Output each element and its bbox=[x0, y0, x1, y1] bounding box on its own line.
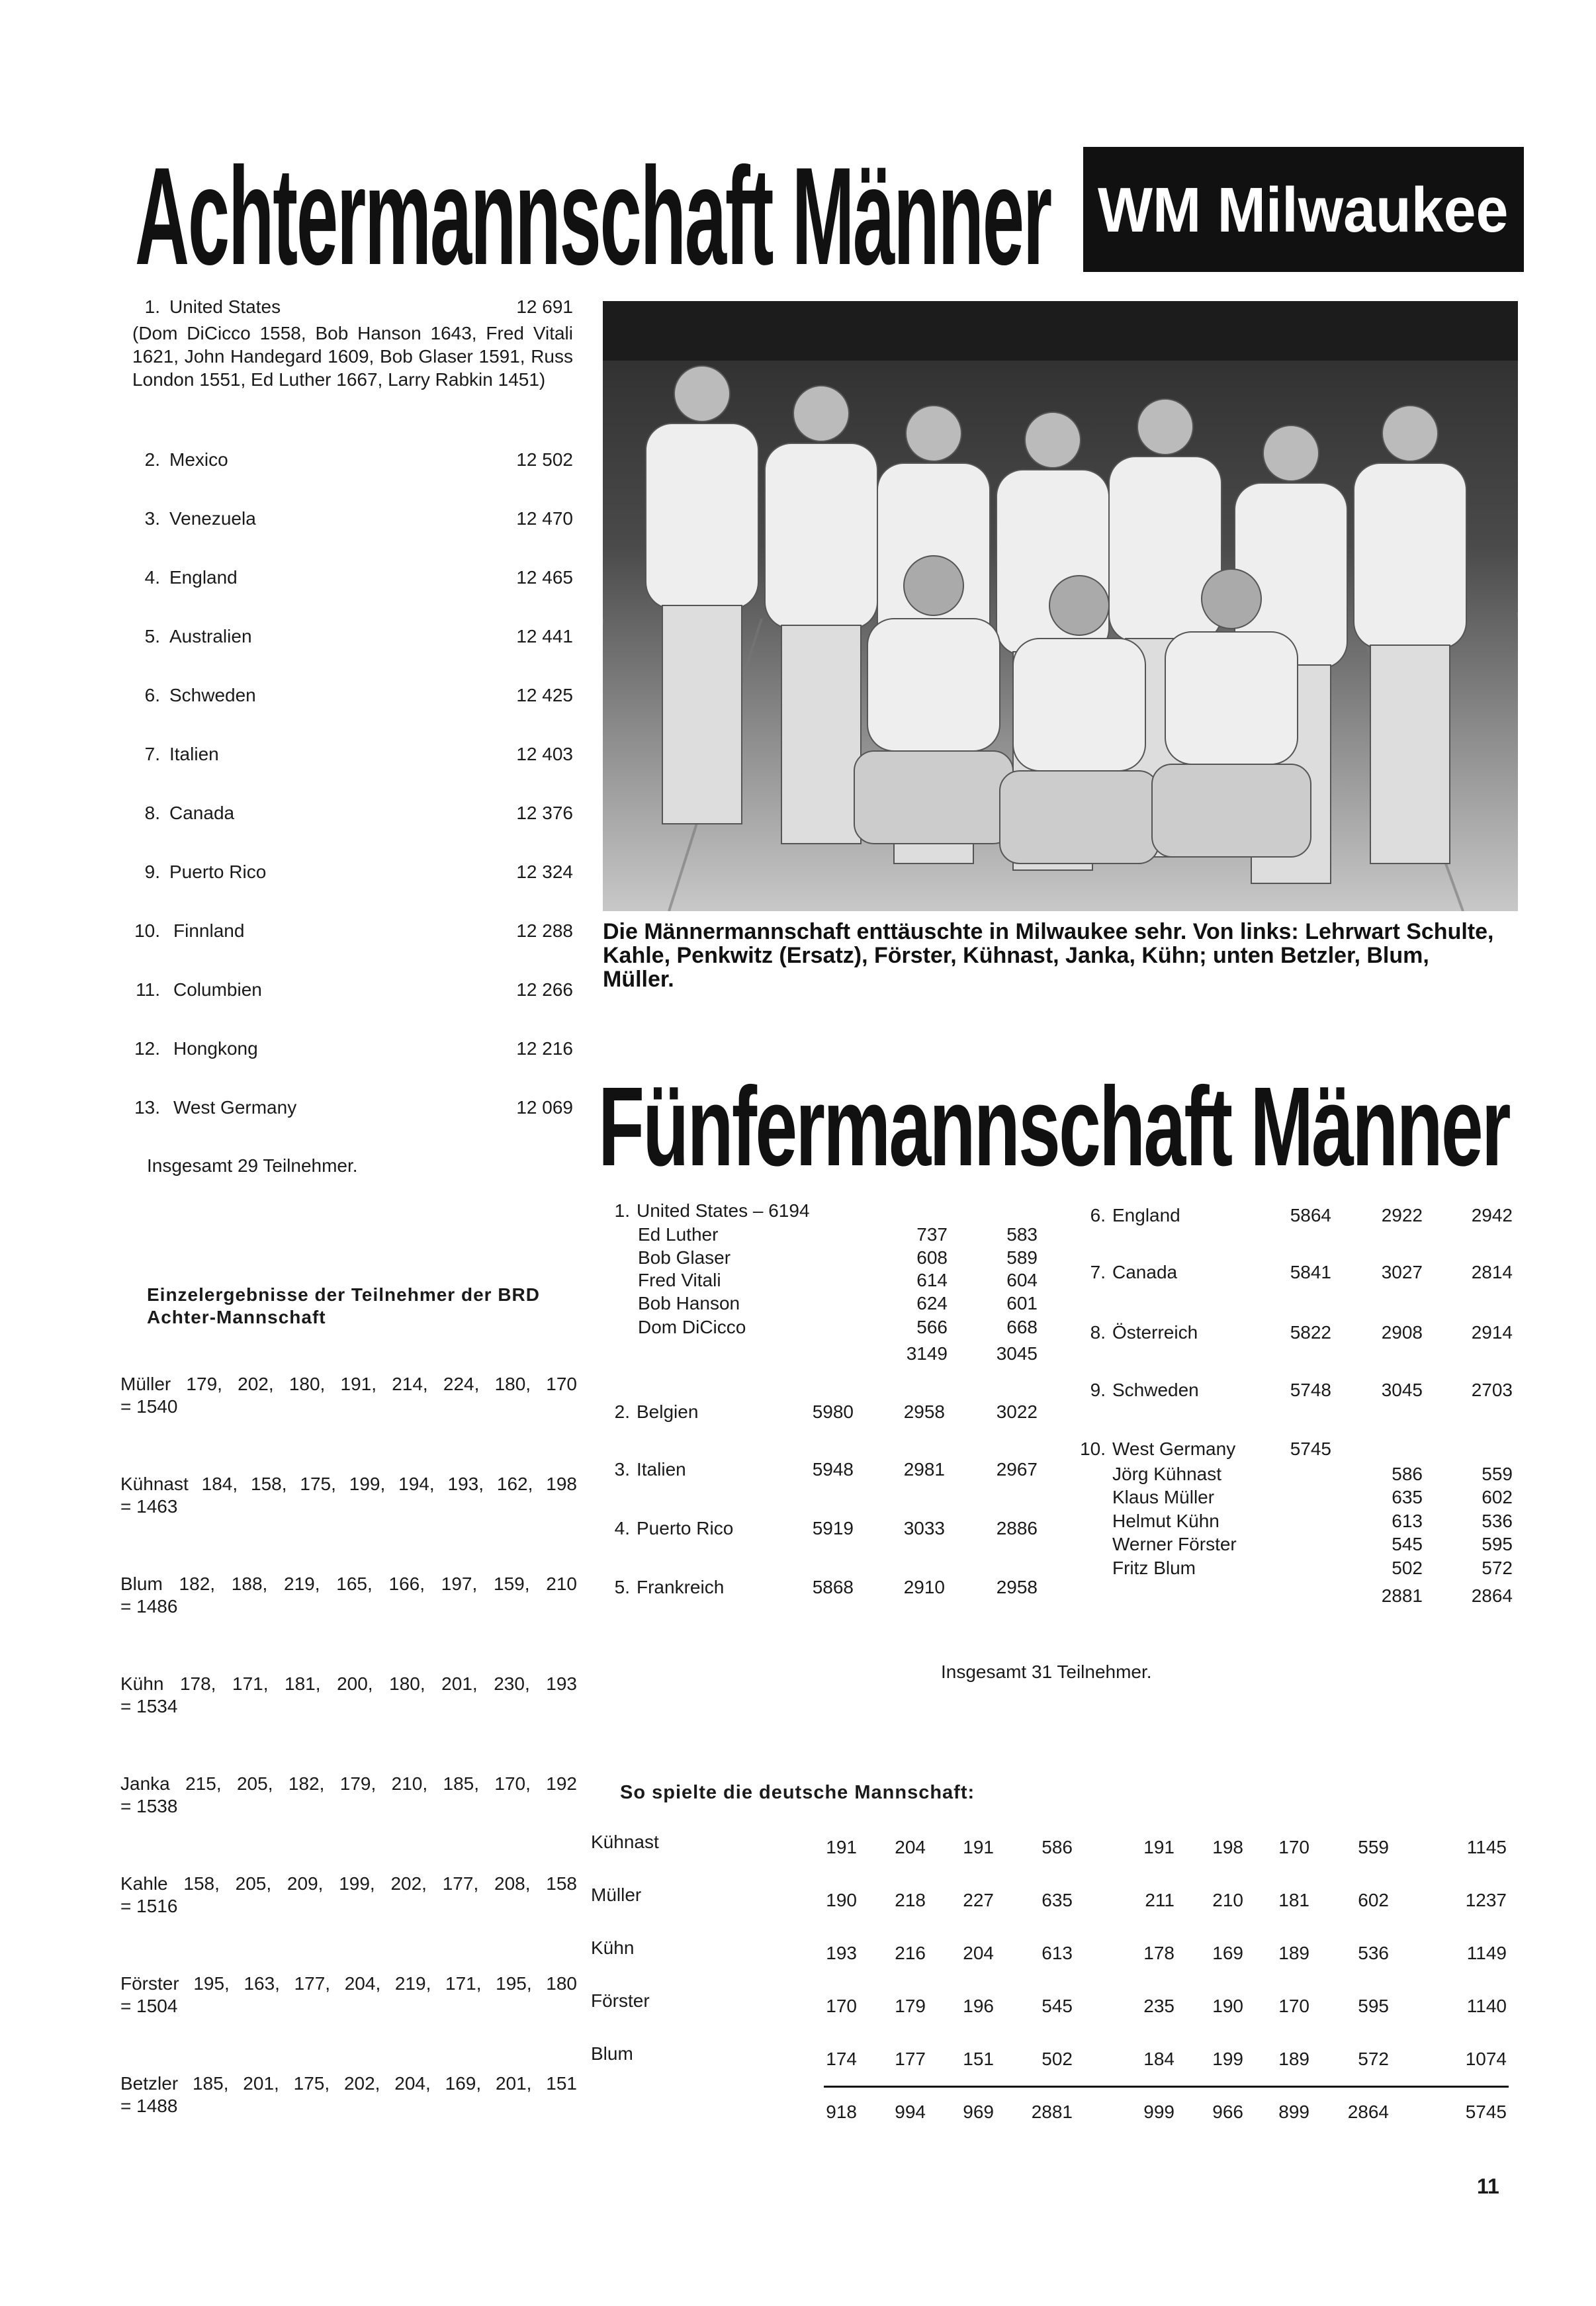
team-name: West Germany bbox=[173, 1097, 297, 1118]
team-name: Italien bbox=[169, 744, 219, 764]
rank-number: 1. bbox=[614, 1200, 630, 1221]
player-figure bbox=[1263, 425, 1319, 481]
team-name: Bob Hanson bbox=[638, 1293, 740, 1313]
score-value: 2967 bbox=[996, 1459, 1038, 1480]
player-figure bbox=[867, 619, 1000, 751]
game-score: 1145 bbox=[1466, 1837, 1507, 1857]
score-value: 2910 bbox=[903, 1577, 945, 1597]
team-name: United States bbox=[169, 296, 281, 317]
score-value: 2922 bbox=[1381, 1205, 1423, 1225]
rank-number: 8. bbox=[1090, 1322, 1106, 1343]
player-name: Kühn bbox=[591, 1937, 635, 1958]
player-figure bbox=[1152, 764, 1311, 857]
game-score: 204 bbox=[963, 1943, 994, 1963]
game-score: 170 bbox=[1278, 1996, 1309, 2016]
player-total: = 1504 bbox=[120, 1996, 178, 2016]
player-figure bbox=[1370, 645, 1450, 864]
game-score: 613 bbox=[1042, 1943, 1073, 1963]
sum-value: 3045 bbox=[996, 1343, 1038, 1364]
score-value: 2942 bbox=[1471, 1205, 1513, 1225]
game-score: 1237 bbox=[1465, 1890, 1507, 1910]
game-score: 191 bbox=[963, 1837, 994, 1857]
player-figure bbox=[1049, 576, 1109, 635]
score-value: 601 bbox=[1006, 1293, 1038, 1313]
game-score: 170 bbox=[826, 1996, 857, 2016]
game-score: 174 bbox=[826, 2049, 857, 2069]
five-participants: Insgesamt 31 Teilnehmer. bbox=[941, 1662, 1152, 1682]
team-name: Italien bbox=[637, 1459, 686, 1480]
score-value: 586 bbox=[1392, 1464, 1423, 1484]
game-score: 602 bbox=[1358, 1890, 1389, 1910]
game-score: 190 bbox=[1212, 1996, 1243, 2016]
game-score: 227 bbox=[963, 1890, 994, 1910]
player-figure bbox=[1013, 639, 1145, 771]
rank-number: 13. bbox=[134, 1097, 160, 1118]
score-value: 5980 bbox=[812, 1401, 854, 1422]
player-result bbox=[120, 1873, 577, 1918]
team-name: Schweden bbox=[169, 685, 256, 705]
team-name: United States – 6194 bbox=[637, 1200, 810, 1221]
total-score: 966 bbox=[1212, 2102, 1243, 2122]
team-score: 12 403 bbox=[516, 744, 573, 764]
game-score: 191 bbox=[826, 1837, 857, 1857]
score-value: 559 bbox=[1482, 1464, 1513, 1484]
game-score: 595 bbox=[1358, 1996, 1389, 2016]
player-total: = 1488 bbox=[120, 2096, 178, 2116]
player-figure bbox=[781, 625, 861, 844]
game-score: 198 bbox=[1212, 1837, 1243, 1857]
player-result bbox=[120, 1673, 577, 1718]
team-name: Bob Glaser bbox=[638, 1247, 731, 1268]
sum-value: 2881 bbox=[1381, 1585, 1423, 1606]
player-name: Blum bbox=[591, 2043, 633, 2064]
team-name: Helmut Kühn bbox=[1112, 1511, 1219, 1531]
total-score: 969 bbox=[963, 2102, 994, 2122]
player-name: Kühnast bbox=[591, 1832, 659, 1852]
rank-number: 2. bbox=[614, 1401, 630, 1422]
player-total: = 1516 bbox=[120, 1896, 178, 1916]
game-score: 193 bbox=[826, 1943, 857, 1963]
score-value: 3027 bbox=[1381, 1262, 1423, 1282]
player-scores: Kühnast 184, 158, 175, 199, 194, 193, 162, 198 bbox=[120, 1474, 577, 1494]
player-scores: Betzler 185, 201, 175, 202, 204, 169, 201, 151 bbox=[120, 2073, 577, 2094]
score-value: 5919 bbox=[812, 1518, 854, 1538]
rank-number: 3. bbox=[614, 1459, 630, 1480]
individual-heading-2: Achter-Mannschaft bbox=[147, 1307, 326, 1327]
score-value: 502 bbox=[1392, 1558, 1423, 1578]
player-total: = 1463 bbox=[120, 1496, 178, 1517]
game-score: 211 bbox=[1145, 1890, 1175, 1910]
player-figure bbox=[674, 366, 730, 421]
player-scores: Janka 215, 205, 182, 179, 210, 185, 170, 192 bbox=[120, 1773, 577, 1794]
team-score: 12 691 bbox=[516, 296, 573, 317]
five-team-title: Fünfermannschaft Männer bbox=[598, 1064, 1509, 1190]
team-name: West Germany bbox=[1112, 1439, 1236, 1459]
player-name: Müller bbox=[591, 1885, 642, 1905]
player-scores: Kühn 178, 171, 181, 200, 180, 201, 230, 193 bbox=[120, 1673, 577, 1694]
game-score: 502 bbox=[1042, 2049, 1073, 2069]
page-title: Achtermannschaft Männer bbox=[135, 138, 1051, 294]
team-score: 12 266 bbox=[516, 979, 573, 1000]
total-score: 2881 bbox=[1031, 2102, 1073, 2122]
photo-ceiling bbox=[603, 301, 1518, 361]
team-name: Klaus Müller bbox=[1112, 1487, 1215, 1507]
score-value: 2958 bbox=[903, 1401, 945, 1422]
score-value: 737 bbox=[916, 1224, 948, 1245]
player-figure bbox=[646, 423, 758, 609]
game-score: 210 bbox=[1212, 1890, 1243, 1910]
score-value: 2914 bbox=[1471, 1322, 1513, 1343]
total-score: 994 bbox=[895, 2102, 926, 2122]
team-name: Canada bbox=[169, 803, 235, 823]
score-value: 608 bbox=[916, 1247, 948, 1268]
player-figure bbox=[906, 406, 961, 461]
player-figure bbox=[662, 605, 742, 824]
eight-participants: Insgesamt 29 Teilnehmer. bbox=[147, 1155, 358, 1176]
rank-number: 10. bbox=[1080, 1439, 1106, 1459]
game-score: 179 bbox=[895, 1996, 926, 2016]
total-score: 999 bbox=[1143, 2102, 1175, 2122]
game-score: 1149 bbox=[1466, 1943, 1507, 1963]
rank-number: 3. bbox=[144, 508, 160, 529]
team-name: Frankreich bbox=[637, 1577, 725, 1597]
game-score: 545 bbox=[1042, 1996, 1073, 2016]
score-value: 668 bbox=[1006, 1317, 1038, 1337]
team-name: Finnland bbox=[173, 920, 245, 941]
player-result bbox=[120, 1573, 577, 1618]
player-scores: Müller 179, 202, 180, 191, 214, 224, 180, 170 bbox=[120, 1374, 577, 1394]
team-name: England bbox=[169, 567, 238, 588]
player-figure bbox=[1165, 632, 1298, 764]
rank-number: 9. bbox=[1090, 1380, 1106, 1400]
german-team-heading: So spielte die deutsche Mannschaft: bbox=[620, 1782, 975, 1803]
team-name: Puerto Rico bbox=[169, 862, 267, 882]
score-value: 595 bbox=[1482, 1534, 1513, 1554]
score-value: 613 bbox=[1392, 1511, 1423, 1531]
rank-number: 9. bbox=[144, 862, 160, 882]
team-name: Puerto Rico bbox=[637, 1518, 734, 1538]
score-value: 5864 bbox=[1290, 1205, 1331, 1225]
player-result bbox=[120, 2072, 577, 2117]
team-name: Fred Vitali bbox=[638, 1270, 721, 1290]
game-score: 177 bbox=[895, 2049, 926, 2069]
sum-value: 2864 bbox=[1471, 1585, 1513, 1606]
page-number: 11 bbox=[1477, 2174, 1499, 2198]
rank-number: 1. bbox=[144, 296, 160, 317]
player-total: = 1534 bbox=[120, 1696, 178, 1716]
team-name: Hongkong bbox=[173, 1038, 258, 1059]
player-figure bbox=[1109, 457, 1221, 642]
game-score: 190 bbox=[826, 1890, 857, 1910]
team-name: Fritz Blum bbox=[1112, 1558, 1196, 1578]
team-photo bbox=[603, 301, 1518, 911]
score-value: 2908 bbox=[1381, 1322, 1423, 1343]
game-score: 216 bbox=[895, 1943, 926, 1963]
team-name: Columbien bbox=[173, 979, 262, 1000]
game-score: 189 bbox=[1278, 2049, 1309, 2069]
player-name: Förster bbox=[591, 1990, 650, 2011]
score-value: 614 bbox=[916, 1270, 948, 1290]
team-score: 12 441 bbox=[516, 626, 573, 646]
player-total: = 1540 bbox=[120, 1396, 178, 1417]
score-value: 5948 bbox=[812, 1459, 854, 1480]
score-value: 2886 bbox=[996, 1518, 1038, 1538]
player-scores: Blum 182, 188, 219, 165, 166, 197, 159, 210 bbox=[120, 1574, 577, 1594]
team-score: 12 376 bbox=[516, 803, 573, 823]
total-score: 2864 bbox=[1347, 2102, 1389, 2122]
team-score: 12 465 bbox=[516, 567, 573, 588]
player-figure bbox=[1354, 463, 1466, 648]
photo-caption: Die Männermannschaft enttäuschte in Milwaukee sehr. Von links: Lehrwart Schulte, Kahle, Penkwitz (Ersatz), Förster, Kühnast, Janka, Kühn; unten Betzler, Blum, Müller. bbox=[603, 919, 1494, 992]
team-score: 12 288 bbox=[516, 920, 573, 941]
rank-number: 2. bbox=[144, 449, 160, 470]
score-value: 635 bbox=[1392, 1487, 1423, 1507]
score-value: 5868 bbox=[812, 1577, 854, 1597]
game-score: 196 bbox=[963, 1996, 994, 2016]
score-value: 5745 bbox=[1290, 1439, 1331, 1459]
rank-number: 6. bbox=[144, 685, 160, 705]
team-name: Canada bbox=[1112, 1262, 1178, 1282]
team-score: 12 425 bbox=[516, 685, 573, 705]
team-name: Mexico bbox=[169, 449, 228, 470]
score-value: 2814 bbox=[1471, 1262, 1513, 1282]
game-score: 586 bbox=[1042, 1837, 1073, 1857]
team-score: 12 502 bbox=[516, 449, 573, 470]
game-score: 199 bbox=[1212, 2049, 1243, 2069]
score-value: 604 bbox=[1006, 1270, 1038, 1290]
player-result bbox=[120, 1773, 577, 1818]
score-value: 583 bbox=[1006, 1224, 1038, 1245]
player-scores: Förster 195, 163, 177, 204, 219, 171, 195, 180 bbox=[120, 1973, 577, 1994]
player-total: = 1486 bbox=[120, 1596, 178, 1617]
player-figure bbox=[1202, 569, 1261, 629]
player-result bbox=[120, 1373, 577, 1418]
score-value: 602 bbox=[1482, 1487, 1513, 1507]
player-result bbox=[120, 1473, 577, 1518]
rank-number: 4. bbox=[144, 567, 160, 588]
player-result bbox=[120, 1973, 577, 2018]
team-name: Australien bbox=[169, 626, 252, 646]
rank-number: 10. bbox=[134, 920, 160, 941]
score-value: 589 bbox=[1006, 1247, 1038, 1268]
team-name: Schweden bbox=[1112, 1380, 1199, 1400]
game-score: 170 bbox=[1278, 1837, 1309, 1857]
sum-value: 3149 bbox=[906, 1343, 948, 1364]
rank-number: 12. bbox=[134, 1038, 160, 1059]
game-score: 572 bbox=[1358, 2049, 1389, 2069]
rank-number: 11. bbox=[136, 979, 160, 1000]
score-value: 2958 bbox=[996, 1577, 1038, 1597]
event-badge bbox=[1083, 147, 1524, 272]
player-figure bbox=[1000, 771, 1159, 864]
game-score: 1074 bbox=[1465, 2049, 1507, 2069]
team-name: Venezuela bbox=[169, 508, 256, 529]
game-score: 189 bbox=[1278, 1943, 1309, 1963]
game-score: 536 bbox=[1358, 1943, 1389, 1963]
total-score: 899 bbox=[1278, 2102, 1309, 2122]
event-badge-label: WM Milwaukee bbox=[1098, 175, 1509, 245]
score-value: 3033 bbox=[903, 1518, 945, 1538]
game-score: 559 bbox=[1358, 1837, 1389, 1857]
team-name: Dom DiCicco bbox=[638, 1317, 746, 1337]
team-name: Ed Luther bbox=[638, 1224, 719, 1245]
game-score: 151 bbox=[963, 2049, 994, 2069]
team-name: Belgien bbox=[637, 1401, 699, 1422]
game-score: 178 bbox=[1143, 1943, 1175, 1963]
score-value: 5748 bbox=[1290, 1380, 1331, 1400]
score-value: 545 bbox=[1392, 1534, 1423, 1554]
score-value: 5841 bbox=[1290, 1262, 1331, 1282]
player-figure bbox=[1382, 406, 1438, 461]
game-score: 169 bbox=[1212, 1943, 1243, 1963]
score-value: 566 bbox=[916, 1317, 948, 1337]
team-name: Jörg Kühnast bbox=[1112, 1464, 1221, 1484]
player-figure bbox=[854, 751, 1013, 844]
score-value: 3045 bbox=[1381, 1380, 1423, 1400]
total-score: 5745 bbox=[1465, 2102, 1507, 2122]
player-figure bbox=[765, 443, 877, 629]
total-score: 918 bbox=[826, 2102, 857, 2122]
score-value: 2981 bbox=[903, 1459, 945, 1480]
individual-heading-1: Einzelergebnisse der Teilnehmer der BRD bbox=[147, 1284, 540, 1305]
game-score: 1140 bbox=[1466, 1996, 1507, 2016]
player-figure bbox=[1137, 399, 1193, 455]
team-score: 12 069 bbox=[516, 1097, 573, 1118]
team-name: Österreich bbox=[1112, 1322, 1198, 1343]
game-score: 191 bbox=[1143, 1837, 1175, 1857]
game-score: 218 bbox=[895, 1890, 926, 1910]
us-team-detail: (Dom DiCicco 1558, Bob Hanson 1643, Fred Vitali 1621, John Handegard 1609, Bob Glaser 1591, Russ London 1551, Ed Luther 1667, Larry Rabkin 1451) bbox=[132, 323, 573, 390]
game-score: 204 bbox=[895, 1837, 926, 1857]
rank-number: 5. bbox=[144, 626, 160, 646]
team-name: Werner Förster bbox=[1112, 1534, 1237, 1554]
rank-number: 8. bbox=[144, 803, 160, 823]
rank-number: 7. bbox=[144, 744, 160, 764]
rank-number: 7. bbox=[1090, 1262, 1106, 1282]
team-score: 12 216 bbox=[516, 1038, 573, 1059]
player-figure bbox=[1025, 412, 1081, 468]
rank-number: 4. bbox=[614, 1518, 630, 1538]
game-score: 181 bbox=[1278, 1890, 1309, 1910]
player-figure bbox=[793, 386, 849, 441]
player-figure bbox=[904, 556, 963, 615]
totals-rule bbox=[824, 2086, 1509, 2088]
player-scores: Kahle 158, 205, 209, 199, 202, 177, 208, 158 bbox=[120, 1873, 577, 1894]
team-name: England bbox=[1112, 1205, 1180, 1225]
score-value: 572 bbox=[1482, 1558, 1513, 1578]
rank-number: 6. bbox=[1090, 1205, 1106, 1225]
game-score: 635 bbox=[1042, 1890, 1073, 1910]
rank-number: 5. bbox=[614, 1577, 630, 1597]
score-value: 536 bbox=[1482, 1511, 1513, 1531]
score-value: 3022 bbox=[996, 1401, 1038, 1422]
score-value: 5822 bbox=[1290, 1322, 1331, 1343]
game-score: 184 bbox=[1143, 2049, 1175, 2069]
player-total: = 1538 bbox=[120, 1796, 178, 1816]
game-score: 235 bbox=[1143, 1996, 1175, 2016]
team-score: 12 324 bbox=[516, 862, 573, 882]
score-value: 624 bbox=[916, 1293, 948, 1313]
score-value: 2703 bbox=[1471, 1380, 1513, 1400]
team-score: 12 470 bbox=[516, 508, 573, 529]
